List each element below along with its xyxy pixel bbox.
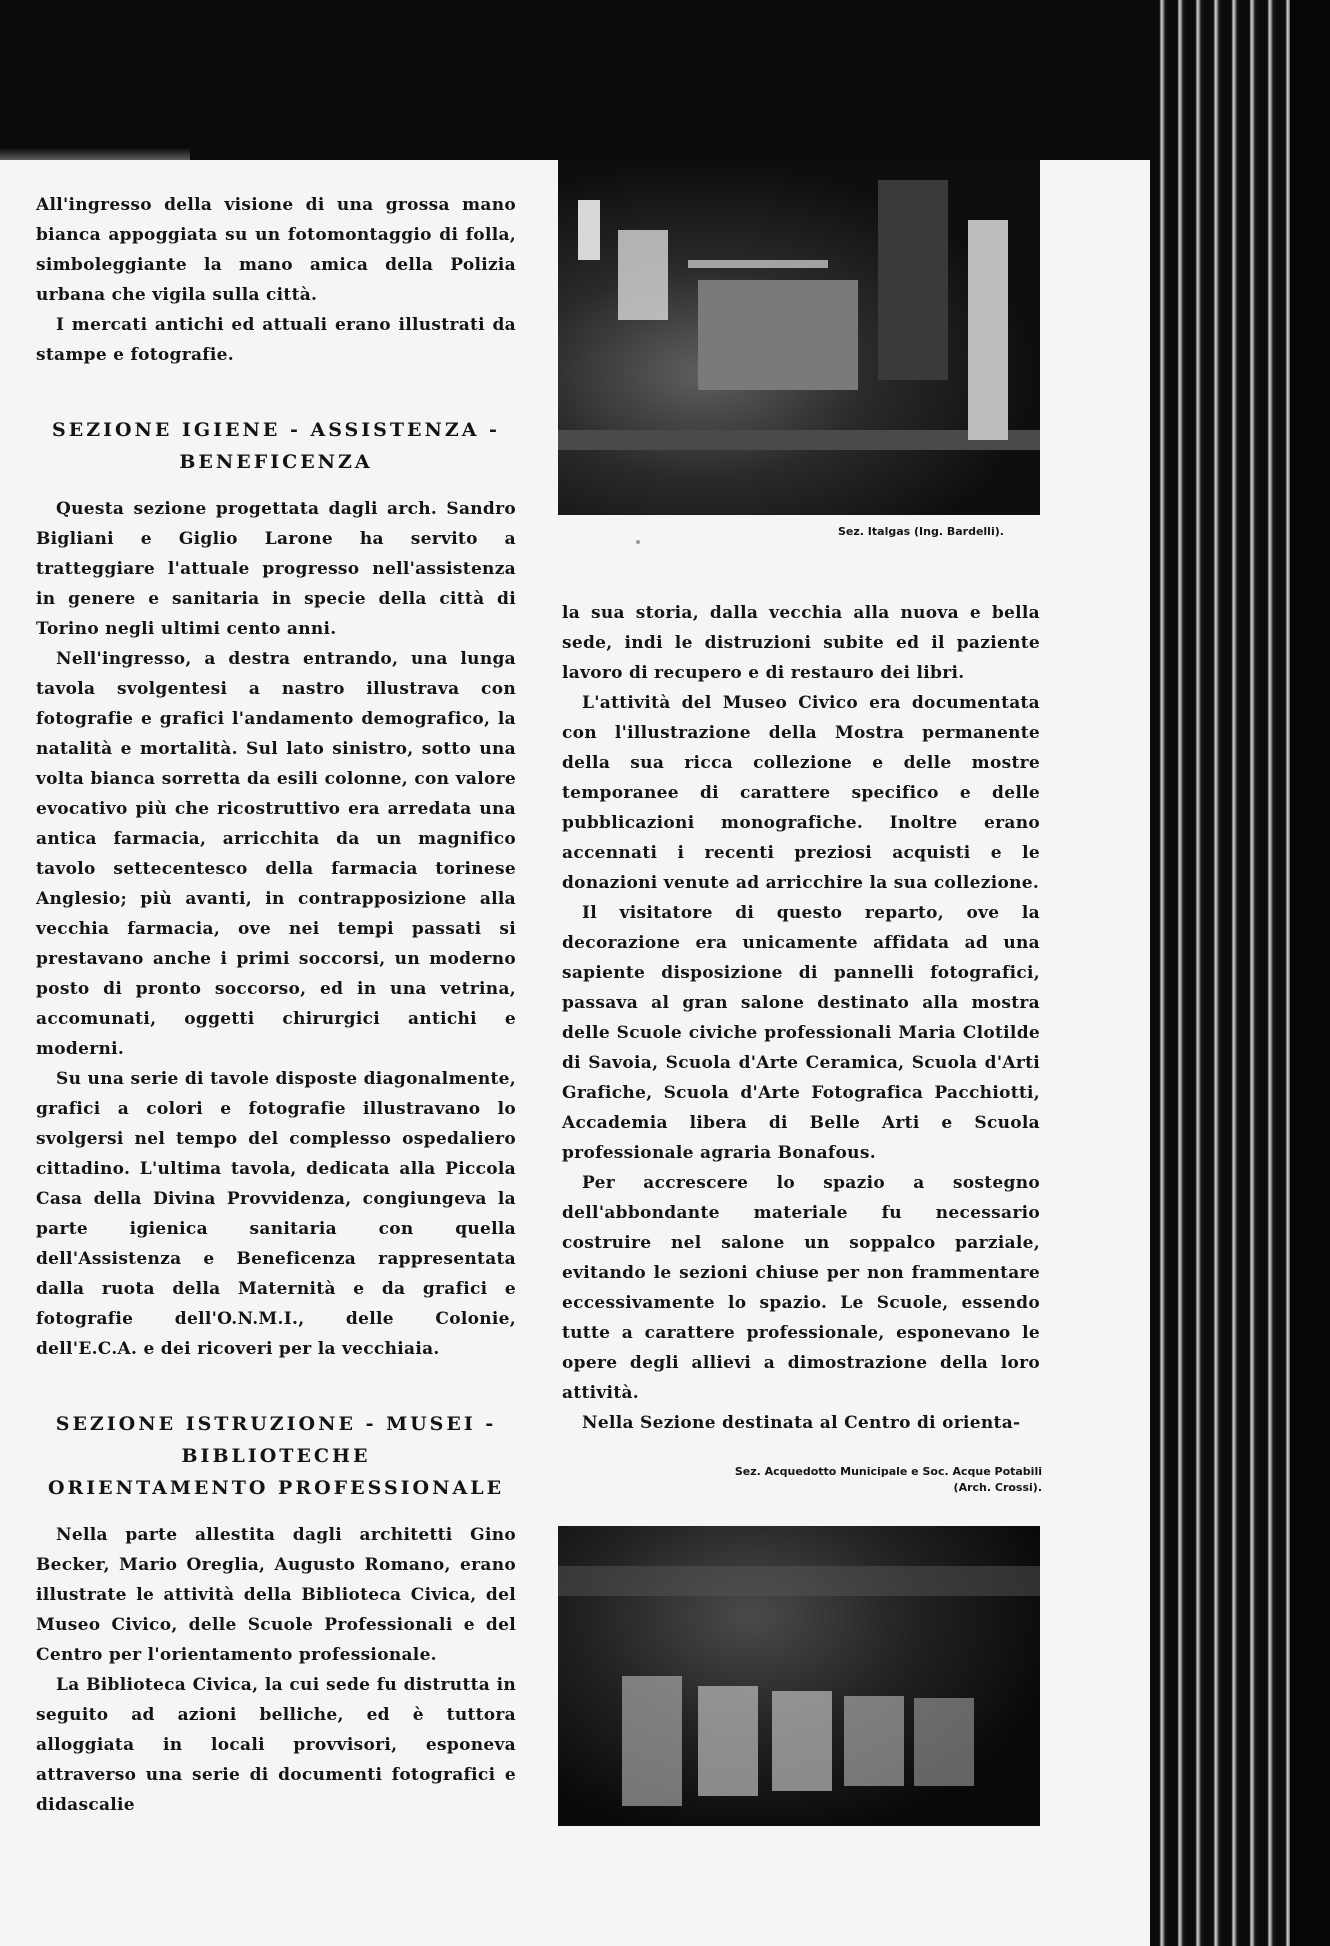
left-text-column [36, 190, 516, 1820]
photo-acquedotto-section [558, 1526, 1040, 1826]
body-paragraph: La Biblioteca Civica, la cui sede fu distrutta in seguito ad azioni belliche, ed è tuttora alloggiata in locali provvisori, esponeva attraverso una serie di documenti fotografici e didascalie [36, 1675, 516, 1815]
body-paragraph: Il visitatore di questo reparto, ove la decorazione era unicamente affidata ad una sapiente disposizione di pannelli fotografici, passava al gran salone destinato alla mostra delle Scuole civiche professionali Maria Clotilde di Savoia, Scuola d'Arte Ceramica, Scuola d'Arti Grafiche, Scuola d'Arte Fotografica Pacchiotti, Accademia libera di Belle Arti e Scuola professionale agraria Bonafous. [562, 903, 1040, 1163]
top-dark-band [0, 0, 1330, 160]
photo-detail [844, 1696, 904, 1786]
photo-detail [914, 1698, 974, 1786]
body-paragraph: Nella parte allestita dagli architetti Gino Becker, Mario Oreglia, Augusto Romano, erano illustrate le attività della Biblioteca Civica, del Museo Civico, delle Scuole Professionali e del Centro per l'orientamento professionale. [36, 1525, 516, 1665]
photo-detail [878, 180, 948, 380]
body-paragraph: Per accrescere lo spazio a sostegno dell'abbondante materiale fu necessario costruire nel salone un soppalco parziale, evitando le sezioni chiuse per non frammentare eccessivamente lo spazio. Le Scuole, essendo tutte a carattere professionale, esponevano le opere degli allievi a dimostrazione della loro attività. [562, 1173, 1040, 1403]
photo-detail [618, 230, 668, 320]
photo-detail [578, 200, 600, 260]
caption-line: (Arch. Crossi). [953, 1481, 1042, 1494]
section-heading-line: ORIENTAMENTO PROFESSIONALE [47, 1477, 505, 1499]
body-paragraph: Su una serie di tavole disposte diagonalmente, grafici a colori e fotografie illustravano lo svolgersi nel tempo del complesso ospedaliero cittadino. L'ultima tavola, dedicata alla Piccola Casa della Divina Provvidenza, congiungeva la parte igienica sanitaria con quella dell'Assistenza e Beneficenza rappresentata dalla ruota della Maternità e da grafici e fotografie dell'O.N.M.I., delle Colonie, dell'E.C.A. e dei ricoveri per la vecchiaia. [36, 1069, 516, 1359]
markets-paragraph: I mercati antichi ed attuali erano illustrati da stampe e fotografie. [36, 315, 516, 365]
photo-detail [772, 1691, 832, 1791]
section-heading-line: BENEFICENZA [179, 451, 373, 473]
right-text-column [562, 598, 1040, 1438]
print-speck [636, 540, 640, 544]
section-heading-istruzione [36, 1408, 516, 1504]
body-paragraph: la sua storia, dalla vecchia alla nuova e bella sede, indi le distruzioni subite ed il paziente lavoro di recupero e di restauro dei libri. [562, 603, 1040, 683]
caption-line: Sez. Acquedotto Municipale e Soc. Acque Potabili [734, 1465, 1042, 1478]
caption-italgas: Sez. Italgas (Ing. Bardelli). [838, 525, 1004, 538]
photo-detail [698, 1686, 758, 1796]
body-paragraph: Questa sezione progettata dagli arch. Sandro Bigliani e Giglio Larone ha servito a tratteggiare l'attuale progresso nell'assistenza in genere e sanitaria in specie della città di Torino negli ultimi cento anni. [36, 499, 516, 639]
section-heading-line: SEZIONE IGIENE - ASSISTENZA - [52, 419, 500, 441]
caption-acquedotto [666, 1464, 1042, 1496]
photo-detail [558, 1566, 1040, 1596]
section-heading-igiene [36, 414, 516, 478]
book-spine-shadow [1290, 0, 1330, 1946]
section-heading-line: BIBLIOTECHE [181, 1445, 371, 1467]
body-paragraph: Nella Sezione destinata al Centro di orienta- [582, 1413, 1021, 1433]
photo-detail [698, 280, 858, 390]
photo-detail [688, 260, 828, 268]
photo-detail [622, 1676, 682, 1806]
photo-detail [968, 220, 1008, 440]
photo-italgas-section [558, 160, 1040, 515]
body-paragraph: L'attività del Museo Civico era documentata con l'illustrazione della Mostra permanente della sua ricca collezione e delle mostre temporanee di carattere specifico e delle pubblicazioni monografiche. Inoltre erano accennati i recenti preziosi acquisti e le donazioni venute ad arricchire la sua collezione. [562, 693, 1040, 893]
intro-paragraph: All'ingresso della visione di una grossa mano bianca appoggiata su un fotomontaggio di folla, simboleggiante la mano amica della Polizia urbana che vigila sulla città. [36, 195, 516, 305]
section-heading-line: SEZIONE ISTRUZIONE - MUSEI - [55, 1413, 497, 1435]
body-paragraph: Nell'ingresso, a destra entrando, una lunga tavola svolgentesi a nastro illustrava con fotografie e grafici l'andamento demografico, la natalità e mortalità. Sul lato sinistro, sotto una volta bianca sorretta da esili colonne, con valore evocativo più che ricostruttivo era arredata una antica farmacia, arricchita da un magnifico tavolo settecentesco della farmacia torinese Anglesio; più avanti, in contrapposizione alla vecchia farmacia, ove nei tempi passati si prestavano anche i primi soccorsi, un moderno posto di pronto soccorso, ed in una vetrina, accomunati, oggetti chirurgici antichi e moderni. [36, 649, 516, 1059]
